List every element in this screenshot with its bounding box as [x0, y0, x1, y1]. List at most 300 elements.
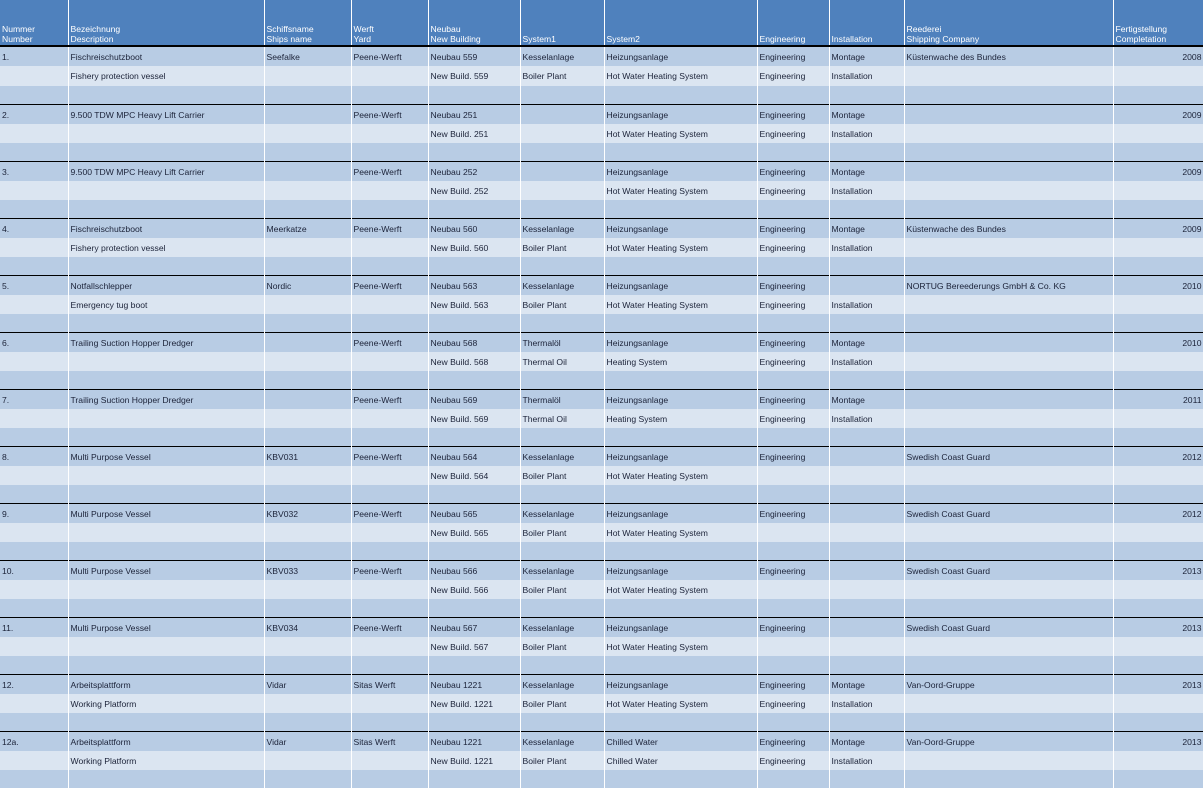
system2-cell — [604, 599, 757, 618]
system1-cell — [520, 371, 604, 390]
engineering-cell — [757, 86, 829, 105]
system2-cell: Heizungsanlage — [604, 504, 757, 524]
new-building-cell: Neubau 566 — [428, 561, 520, 581]
header-system2: System2 — [604, 0, 757, 46]
yard-cell — [351, 637, 428, 656]
description-cell — [68, 200, 264, 219]
shipping-company-cell — [904, 428, 1113, 447]
ship-name-cell — [264, 352, 351, 371]
yard-cell: Peene-Werft — [351, 105, 428, 125]
shipping-company-cell — [904, 238, 1113, 257]
yard-cell — [351, 238, 428, 257]
number-cell: 3. — [0, 162, 68, 182]
installation-cell: Installation — [829, 409, 904, 428]
table-row — [0, 86, 1203, 105]
header-ship-name: Schiffsname Ships name — [264, 0, 351, 46]
ship-name-cell — [264, 694, 351, 713]
number-cell — [0, 713, 68, 732]
yard-cell: Sitas Werft — [351, 675, 428, 695]
installation-cell: Installation — [829, 295, 904, 314]
system2-cell — [604, 257, 757, 276]
completion-cell — [1113, 637, 1203, 656]
yard-cell: Peene-Werft — [351, 504, 428, 524]
description-cell: Fischreischutzboot — [68, 46, 264, 66]
system1-cell — [520, 86, 604, 105]
engineering-cell: Engineering — [757, 694, 829, 713]
number-cell — [0, 485, 68, 504]
ship-name-cell: Vidar — [264, 732, 351, 752]
system1-cell: Boiler Plant — [520, 295, 604, 314]
ship-name-cell: KBV033 — [264, 561, 351, 581]
ship-name-cell — [264, 599, 351, 618]
completion-cell — [1113, 751, 1203, 770]
new-building-cell: Neubau 1221 — [428, 732, 520, 752]
shipping-company-cell — [904, 181, 1113, 200]
engineering-cell: Engineering — [757, 276, 829, 296]
yard-cell — [351, 770, 428, 788]
number-cell — [0, 86, 68, 105]
shipping-company-cell — [904, 580, 1113, 599]
shipping-company-cell: Küstenwache des Bundes — [904, 46, 1113, 66]
completion-cell — [1113, 599, 1203, 618]
engineering-cell: Engineering — [757, 105, 829, 125]
system1-cell: Boiler Plant — [520, 238, 604, 257]
table-row — [0, 694, 1203, 713]
number-cell — [0, 770, 68, 788]
system2-cell: Heizungsanlage — [604, 390, 757, 410]
table-row — [0, 257, 1203, 276]
completion-cell — [1113, 542, 1203, 561]
yard-cell — [351, 523, 428, 542]
yard-cell: Peene-Werft — [351, 333, 428, 353]
completion-cell — [1113, 656, 1203, 675]
yard-cell: Peene-Werft — [351, 162, 428, 182]
yard-cell — [351, 124, 428, 143]
completion-cell: 2013 — [1113, 618, 1203, 638]
ship-name-cell — [264, 105, 351, 125]
ship-name-cell: KBV031 — [264, 447, 351, 467]
engineering-cell: Engineering — [757, 618, 829, 638]
installation-cell — [829, 770, 904, 788]
engineering-cell: Engineering — [757, 390, 829, 410]
table-body — [0, 46, 1203, 788]
completion-cell: 2010 — [1113, 333, 1203, 353]
completion-cell — [1113, 124, 1203, 143]
installation-cell — [829, 447, 904, 467]
yard-cell — [351, 599, 428, 618]
system1-cell — [520, 542, 604, 561]
new-building-cell: Neubau 559 — [428, 46, 520, 66]
yard-cell — [351, 371, 428, 390]
system2-cell: Hot Water Heating System — [604, 580, 757, 599]
yard-cell: Peene-Werft — [351, 219, 428, 239]
yard-cell — [351, 257, 428, 276]
shipping-company-cell — [904, 295, 1113, 314]
new-building-cell — [428, 200, 520, 219]
system1-cell — [520, 656, 604, 675]
system1-cell — [520, 485, 604, 504]
header-shipping-company: Reederei Shipping Company — [904, 0, 1113, 46]
shipping-company-cell — [904, 751, 1113, 770]
installation-cell: Montage — [829, 390, 904, 410]
shipping-company-cell: Küstenwache des Bundes — [904, 219, 1113, 239]
number-cell — [0, 143, 68, 162]
shipping-company-cell — [904, 656, 1113, 675]
description-cell: Fishery protection vessel — [68, 238, 264, 257]
table-row — [0, 466, 1203, 485]
new-building-cell: New Build. 559 — [428, 66, 520, 86]
engineering-cell — [757, 257, 829, 276]
system2-cell: Heizungsanlage — [604, 675, 757, 695]
ship-name-cell — [264, 124, 351, 143]
description-cell — [68, 371, 264, 390]
number-cell — [0, 124, 68, 143]
installation-cell — [829, 276, 904, 296]
completion-cell: 2009 — [1113, 162, 1203, 182]
ship-name-cell — [264, 257, 351, 276]
new-building-cell — [428, 257, 520, 276]
completion-cell — [1113, 409, 1203, 428]
system2-cell — [604, 656, 757, 675]
completion-cell — [1113, 428, 1203, 447]
engineering-cell — [757, 428, 829, 447]
new-building-cell: Neubau 1221 — [428, 675, 520, 695]
installation-cell: Montage — [829, 105, 904, 125]
header-row — [0, 0, 1203, 46]
completion-cell — [1113, 86, 1203, 105]
description-cell — [68, 637, 264, 656]
shipping-company-cell — [904, 599, 1113, 618]
system2-cell — [604, 86, 757, 105]
new-building-cell: New Build. 252 — [428, 181, 520, 200]
system1-cell — [520, 124, 604, 143]
system1-cell: Boiler Plant — [520, 466, 604, 485]
description-cell: Multi Purpose Vessel — [68, 618, 264, 638]
table-row — [0, 295, 1203, 314]
completion-cell: 2013 — [1113, 732, 1203, 752]
yard-cell — [351, 352, 428, 371]
shipping-company-cell — [904, 637, 1113, 656]
shipping-company-cell — [904, 162, 1113, 182]
completion-cell — [1113, 257, 1203, 276]
number-cell — [0, 542, 68, 561]
engineering-cell: Engineering — [757, 352, 829, 371]
new-building-cell: New Build. 568 — [428, 352, 520, 371]
number-cell — [0, 580, 68, 599]
yard-cell — [351, 751, 428, 770]
yard-cell — [351, 181, 428, 200]
new-building-cell: Neubau 567 — [428, 618, 520, 638]
installation-cell — [829, 86, 904, 105]
ship-name-cell — [264, 466, 351, 485]
shipping-company-cell — [904, 542, 1113, 561]
description-cell — [68, 599, 264, 618]
description-cell: Multi Purpose Vessel — [68, 447, 264, 467]
engineering-cell: Engineering — [757, 732, 829, 752]
system1-cell — [520, 428, 604, 447]
ship-name-cell — [264, 580, 351, 599]
table-row — [0, 713, 1203, 732]
new-building-cell — [428, 713, 520, 732]
engineering-cell — [757, 371, 829, 390]
number-cell — [0, 694, 68, 713]
completion-cell — [1113, 143, 1203, 162]
table-row — [0, 580, 1203, 599]
engineering-cell: Engineering — [757, 447, 829, 467]
system1-cell: Boiler Plant — [520, 523, 604, 542]
engineering-cell: Engineering — [757, 46, 829, 66]
description-cell — [68, 770, 264, 788]
engineering-cell — [757, 466, 829, 485]
ship-name-cell — [264, 485, 351, 504]
completion-cell: 2009 — [1113, 219, 1203, 239]
new-building-cell — [428, 314, 520, 333]
engineering-cell — [757, 580, 829, 599]
new-building-cell: Neubau 568 — [428, 333, 520, 353]
engineering-cell — [757, 523, 829, 542]
number-cell: 8. — [0, 447, 68, 467]
new-building-cell: New Build. 566 — [428, 580, 520, 599]
number-cell: 10. — [0, 561, 68, 581]
engineering-cell — [757, 713, 829, 732]
engineering-cell — [757, 599, 829, 618]
ship-name-cell — [264, 238, 351, 257]
engineering-cell — [757, 200, 829, 219]
table-row — [0, 333, 1203, 353]
completion-cell — [1113, 466, 1203, 485]
shipping-company-cell — [904, 333, 1113, 353]
system2-cell: Hot Water Heating System — [604, 124, 757, 143]
description-cell — [68, 352, 264, 371]
engineering-cell: Engineering — [757, 409, 829, 428]
system1-cell — [520, 713, 604, 732]
completion-cell — [1113, 181, 1203, 200]
new-building-cell: New Build. 1221 — [428, 751, 520, 770]
ship-name-cell — [264, 637, 351, 656]
table-row — [0, 447, 1203, 467]
description-cell — [68, 523, 264, 542]
header-new-building: Neubau New Building — [428, 0, 520, 46]
yard-cell: Peene-Werft — [351, 561, 428, 581]
table-row — [0, 618, 1203, 638]
new-building-cell: New Build. 565 — [428, 523, 520, 542]
ship-name-cell — [264, 542, 351, 561]
new-building-cell — [428, 770, 520, 788]
new-building-cell — [428, 428, 520, 447]
header-installation: Installation — [829, 0, 904, 46]
table-row — [0, 314, 1203, 333]
installation-cell — [829, 637, 904, 656]
installation-cell: Installation — [829, 694, 904, 713]
yard-cell — [351, 466, 428, 485]
ship-name-cell: KBV032 — [264, 504, 351, 524]
system2-cell: Heizungsanlage — [604, 561, 757, 581]
engineering-cell: Engineering — [757, 162, 829, 182]
new-building-cell: New Build. 567 — [428, 637, 520, 656]
engineering-cell — [757, 485, 829, 504]
number-cell — [0, 352, 68, 371]
header-system1: System1 — [520, 0, 604, 46]
number-cell — [0, 66, 68, 86]
table-row — [0, 561, 1203, 581]
ship-name-cell — [264, 314, 351, 333]
yard-cell — [351, 694, 428, 713]
system2-cell: Hot Water Heating System — [604, 66, 757, 86]
number-cell — [0, 257, 68, 276]
installation-cell: Installation — [829, 181, 904, 200]
table-row — [0, 637, 1203, 656]
new-building-cell: New Build. 560 — [428, 238, 520, 257]
yard-cell — [351, 485, 428, 504]
description-cell: 9.500 TDW MPC Heavy Lift Carrier — [68, 162, 264, 182]
new-building-cell — [428, 371, 520, 390]
number-cell: 12. — [0, 675, 68, 695]
description-cell — [68, 656, 264, 675]
number-cell: 11. — [0, 618, 68, 638]
description-cell: Multi Purpose Vessel — [68, 504, 264, 524]
system1-cell: Kesselanlage — [520, 675, 604, 695]
engineering-cell: Engineering — [757, 751, 829, 770]
table-row — [0, 352, 1203, 371]
engineering-cell — [757, 637, 829, 656]
installation-cell — [829, 314, 904, 333]
installation-cell — [829, 561, 904, 581]
ship-name-cell: Meerkatze — [264, 219, 351, 239]
new-building-cell: Neubau 560 — [428, 219, 520, 239]
number-cell — [0, 523, 68, 542]
system1-cell — [520, 105, 604, 125]
number-cell — [0, 637, 68, 656]
shipping-company-cell — [904, 86, 1113, 105]
header-description: Bezeichnung Description — [68, 0, 264, 46]
engineering-cell — [757, 143, 829, 162]
system2-cell: Heizungsanlage — [604, 46, 757, 66]
completion-cell — [1113, 295, 1203, 314]
shipping-company-cell — [904, 371, 1113, 390]
system1-cell: Boiler Plant — [520, 751, 604, 770]
completion-cell: 2013 — [1113, 561, 1203, 581]
system2-cell: Hot Water Heating System — [604, 694, 757, 713]
engineering-cell — [757, 656, 829, 675]
table-row — [0, 143, 1203, 162]
completion-cell: 2013 — [1113, 675, 1203, 695]
description-cell — [68, 409, 264, 428]
new-building-cell — [428, 143, 520, 162]
table-row — [0, 105, 1203, 125]
yard-cell: Peene-Werft — [351, 390, 428, 410]
installation-cell: Montage — [829, 675, 904, 695]
description-cell — [68, 485, 264, 504]
shipping-company-cell — [904, 124, 1113, 143]
table-row — [0, 409, 1203, 428]
system1-cell: Boiler Plant — [520, 66, 604, 86]
number-cell — [0, 466, 68, 485]
number-cell — [0, 409, 68, 428]
table-row — [0, 200, 1203, 219]
description-cell: Fishery protection vessel — [68, 66, 264, 86]
table-row — [0, 124, 1203, 143]
new-building-cell: New Build. 1221 — [428, 694, 520, 713]
new-building-cell: New Build. 569 — [428, 409, 520, 428]
description-cell: Trailing Suction Hopper Dredger — [68, 333, 264, 353]
system2-cell: Heizungsanlage — [604, 276, 757, 296]
new-building-cell — [428, 599, 520, 618]
system1-cell — [520, 770, 604, 788]
engineering-cell: Engineering — [757, 219, 829, 239]
system1-cell — [520, 181, 604, 200]
installation-cell: Montage — [829, 333, 904, 353]
installation-cell: Installation — [829, 751, 904, 770]
installation-cell — [829, 542, 904, 561]
new-building-cell: Neubau 569 — [428, 390, 520, 410]
completion-cell — [1113, 580, 1203, 599]
installation-cell — [829, 523, 904, 542]
number-cell — [0, 181, 68, 200]
installation-cell — [829, 428, 904, 447]
installation-cell — [829, 713, 904, 732]
system2-cell: Heizungsanlage — [604, 105, 757, 125]
yard-cell: Peene-Werft — [351, 276, 428, 296]
table-row — [0, 523, 1203, 542]
new-building-cell — [428, 656, 520, 675]
yard-cell: Peene-Werft — [351, 447, 428, 467]
table-row — [0, 390, 1203, 410]
system1-cell: Boiler Plant — [520, 637, 604, 656]
number-cell: 2. — [0, 105, 68, 125]
system2-cell: Heizungsanlage — [604, 618, 757, 638]
completion-cell — [1113, 694, 1203, 713]
description-cell — [68, 466, 264, 485]
ship-name-cell — [264, 390, 351, 410]
description-cell — [68, 542, 264, 561]
completion-cell — [1113, 200, 1203, 219]
description-cell — [68, 257, 264, 276]
description-cell — [68, 124, 264, 143]
number-cell: 6. — [0, 333, 68, 353]
ship-name-cell — [264, 409, 351, 428]
table-row — [0, 238, 1203, 257]
system1-cell: Thermal Oil — [520, 352, 604, 371]
table-row — [0, 751, 1203, 770]
shipping-company-cell — [904, 257, 1113, 276]
ship-name-cell — [264, 295, 351, 314]
system2-cell: Chilled Water — [604, 732, 757, 752]
ship-name-cell — [264, 713, 351, 732]
table-row — [0, 371, 1203, 390]
ship-name-cell — [264, 770, 351, 788]
ship-name-cell — [264, 86, 351, 105]
ship-name-cell — [264, 523, 351, 542]
table-row — [0, 428, 1203, 447]
ship-name-cell — [264, 751, 351, 770]
shipping-company-cell: Swedish Coast Guard — [904, 504, 1113, 524]
yard-cell — [351, 428, 428, 447]
installation-cell — [829, 504, 904, 524]
yard-cell: Sitas Werft — [351, 732, 428, 752]
system1-cell — [520, 314, 604, 333]
system2-cell: Hot Water Heating System — [604, 238, 757, 257]
completion-cell — [1113, 770, 1203, 788]
shipping-company-cell: Van-Oord-Gruppe — [904, 675, 1113, 695]
shipping-company-cell: NORTUG Bereederungs GmbH & Co. KG — [904, 276, 1113, 296]
table-row — [0, 504, 1203, 524]
table-row — [0, 485, 1203, 504]
new-building-cell — [428, 542, 520, 561]
yard-cell: Peene-Werft — [351, 46, 428, 66]
installation-cell: Montage — [829, 732, 904, 752]
installation-cell — [829, 143, 904, 162]
installation-cell — [829, 656, 904, 675]
